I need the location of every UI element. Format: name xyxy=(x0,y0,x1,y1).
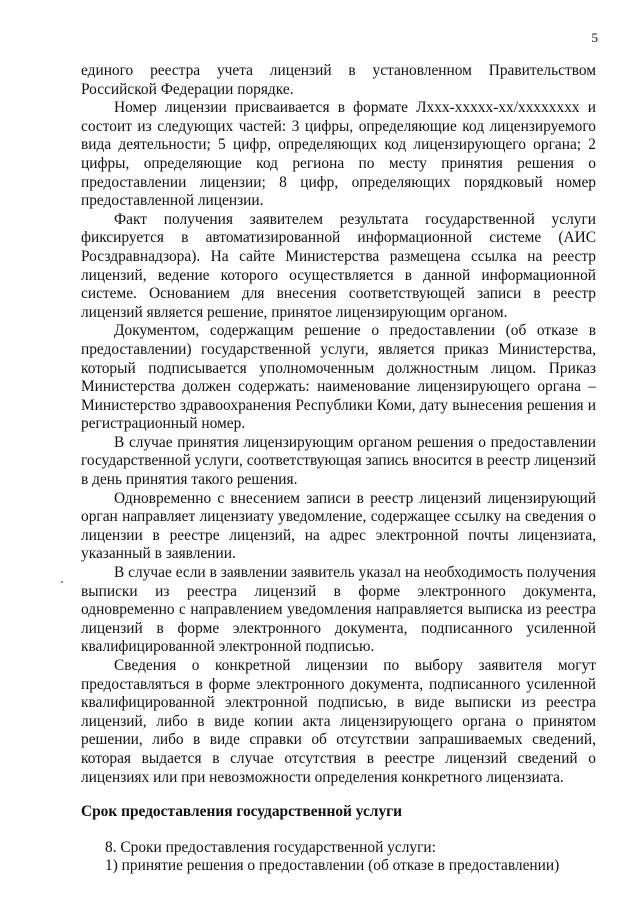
paragraph: единого реестра учета лицензий в установленном Правительством Российской Федерации порядке. xyxy=(81,62,596,98)
paragraph: Документом, содержащим решение о предоставлении (об отказе в предоставлении) государственной услуги, является приказ Министерства, который подписывается уполномоченным должностным лицом. Приказ Министерства должен содержать: наименование лицензирующего органа – Министерство здравоохранения Республики Коми, дату вынесения решения и регистрационный номер. xyxy=(81,322,596,433)
paragraph: Номер лицензии присваивается в формате Лxxx-xxxxx-xx/xxxxxxxx и состоит из следующих частей: 3 цифры, определяющие код лицензируемого вида деятельности; 5 цифр, определяющих код лицензирующего органа; 2 цифры, определяющие код региона по месту принятия решения о предоставлении лицензии; 8 цифр, определяющих порядковый номер предоставленной лицензии. xyxy=(81,99,596,210)
page-number: 5 xyxy=(591,30,598,45)
list-item: 8. Сроки предоставления государственной услуги: xyxy=(105,838,436,856)
scan-speck xyxy=(61,581,63,583)
paragraph: Факт получения заявителем результата государственной услуги фиксируется в автоматизированной информационной системе (АИС Росздравнадзора). На сайте Министерства размещена ссылка на реестр лицензий, ведение которого осуществляется в данной информационной системе. Основанием для внесения соответствующей записи в реестр лицензий является решение, принятое лицензирующим органом. xyxy=(81,210,596,321)
paragraph: В случае принятия лицензирующим органом решения о предоставлении государственной услуги, соответствующая запись вносится в реестр лицензий в день принятия такого решения. xyxy=(81,433,596,489)
paragraph: Сведения о конкретной лицензии по выбору заявителя могут предоставляться в форме электронного документа, подписанного усиленной квалифицированной электронной подписью, в виде выписки из реестра лицензий, либо в виде копии акта лицензирующего органа о принятом решении, либо в виде справки об отсутствии запрашиваемых сведений, которая выдается в случае отсутствия в реестре лицензий сведений о лицензиях или при невозможности определения конкретного лицензиата. xyxy=(81,657,596,786)
list-item: 1) принятие решения о предоставлении (об отказе в предоставлении) xyxy=(105,857,560,875)
paragraph: В случае если в заявлении заявитель указал на необходимость получения выписки из реестра лицензий в форме электронного документа, одновременно с направлением уведомления направляется выписка из реестра лицензий в форме электронного документа, подписанного усиленной квалифицированной электронной подписью. xyxy=(81,564,596,656)
paragraph: Одновременно с внесением записи в реестр лицензий лицензирующий орган направляет лицензиату уведомление, содержащее ссылку на сведения о лицензии в реестре лицензий, на адрес электронной почты лицензиата, указанный в заявлении. xyxy=(81,489,596,563)
document-body xyxy=(81,62,596,876)
section-heading: Срок предоставления государственной услуги xyxy=(81,803,402,821)
